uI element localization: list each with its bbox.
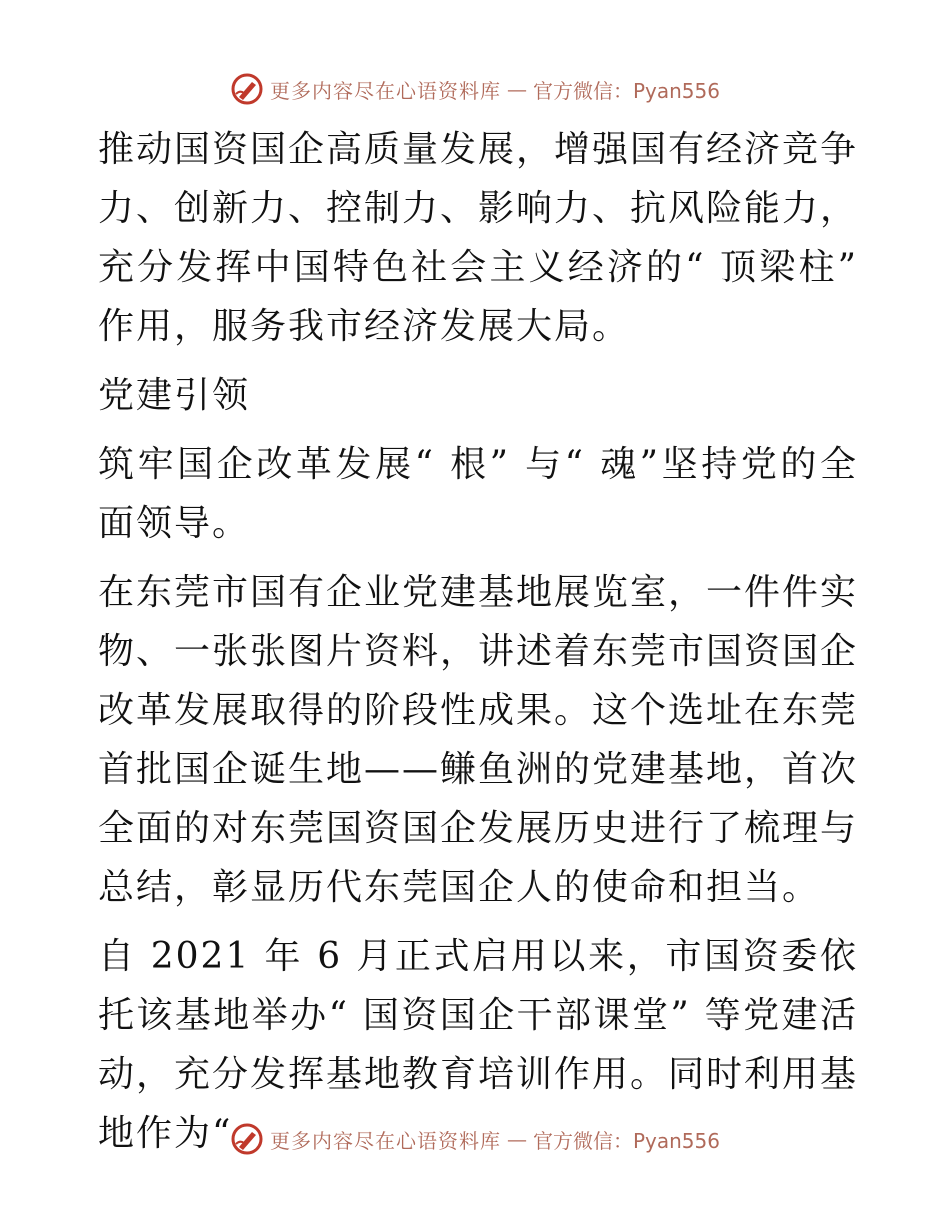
- paragraph-2: 筑牢国企改革发展“ 根” 与“ 魂”坚持党的全面领导。: [98, 444, 858, 544]
- pen-logo-icon: [230, 1122, 264, 1156]
- watermark-text: 更多内容尽在心语资料库: [269, 78, 501, 103]
- watermark-dash: —: [506, 77, 527, 101]
- watermark-wechat: 官方微信：Pyan556: [532, 1128, 720, 1153]
- watermark-wechat: 官方微信：Pyan556: [532, 78, 720, 103]
- header-watermark: [0, 72, 950, 106]
- document-body: [98, 120, 858, 1173]
- watermark-dash: —: [506, 1127, 527, 1151]
- section-heading: 党建引领: [98, 375, 251, 416]
- paragraph-4: 自 2021 年 6 月正式启用以来，市国资委依托该基地举办“ 国资国企干部课堂” 等党建活动，充分发挥基地教育培训作用。同时利用基地作为“: [98, 936, 859, 1154]
- footer-watermark: [0, 1122, 950, 1156]
- watermark-text: 更多内容尽在心语资料库: [269, 1128, 501, 1153]
- paragraph-1: 推动国资国企高质量发展，增强国有经济竞争力、创新力、控制力、影响力、抗风险能力，充分发挥中国特色社会主义经济的“ 顶梁柱” 作用，服务我市经济发展大局。: [98, 129, 859, 347]
- pen-logo-icon: [230, 72, 264, 106]
- paragraph-3: 在东莞市国有企业党建基地展览室，一件件实物、一张张图片资料，讲述着东莞市国资国企改革发展取得的阶段性成果。这个选址在东莞首批国企诞生地——鳒鱼洲的党建基地，首次全面的对东莞国资国企发展历史进行了梳理与总结，彰显历代东莞国企人的使命和担当。: [98, 572, 859, 908]
